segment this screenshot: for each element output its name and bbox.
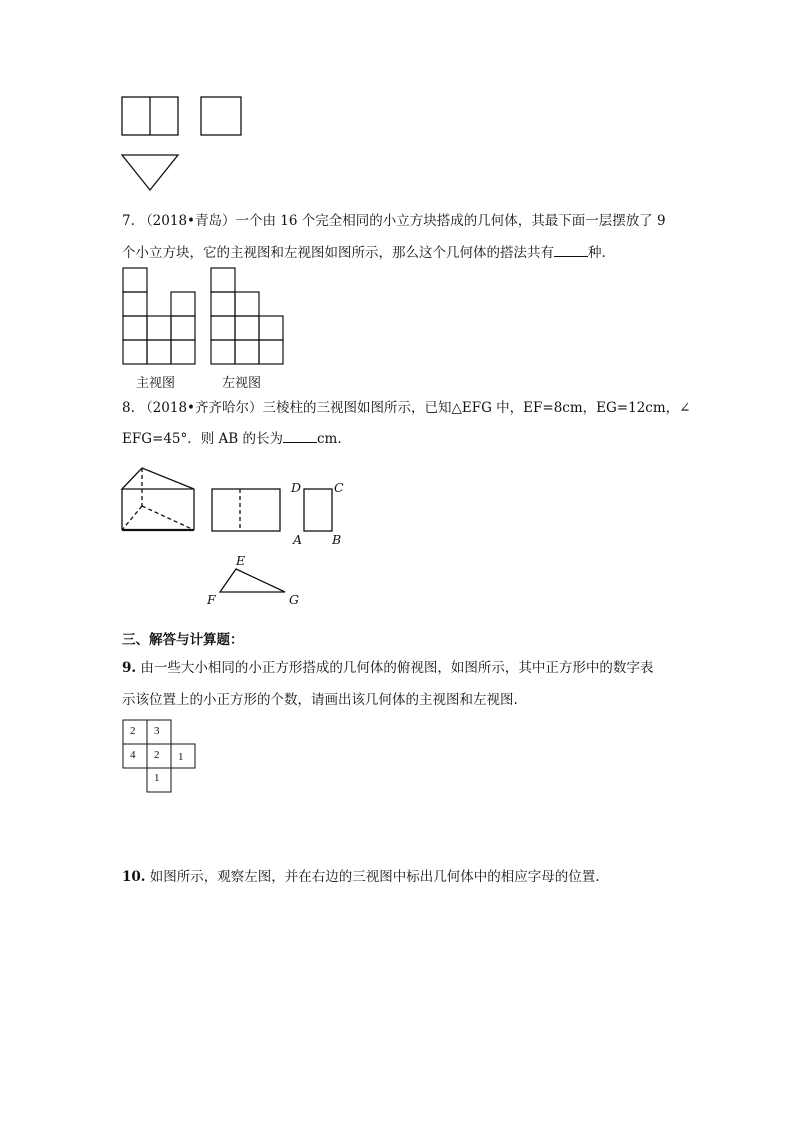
q8-label-c: C bbox=[334, 480, 344, 495]
q7-line-2 bbox=[122, 243, 606, 263]
q8-side-view-rect bbox=[304, 489, 332, 531]
q8-line-2 bbox=[122, 429, 342, 449]
q8-text-3: cm. bbox=[317, 431, 342, 447]
q8-line-1 bbox=[122, 398, 690, 418]
q7-caption-left: 左视图 bbox=[222, 376, 262, 391]
q8-text-1: （2018•齐齐哈尔）三棱柱的三视图如图所示，已知△EFG 中，EF=8cm，EG=12cm，∠ bbox=[139, 400, 691, 416]
q9-number: 9. bbox=[122, 660, 137, 676]
q7-number: 7. bbox=[122, 213, 135, 229]
q6-side-view bbox=[201, 97, 241, 135]
q8-number: 8. bbox=[122, 400, 135, 416]
q10-number: 10. bbox=[122, 869, 146, 885]
q6-top-view-triangle bbox=[122, 155, 178, 190]
q9-cell-r1c2: 3 bbox=[154, 725, 160, 737]
q8-label-d: D bbox=[291, 480, 302, 495]
q10-line-1 bbox=[122, 867, 600, 887]
q7-front-view bbox=[123, 268, 195, 364]
q7-text-1: （2018•青岛）一个由 16 个完全相同的小立方块搭成的几何体，其最下面一层摆放了 9 bbox=[139, 213, 666, 229]
q10-text-1: 如图所示，观察左图，并在右边的三视图中标出几何体中的相应字母的位置. bbox=[149, 869, 600, 885]
q8-label-a: A bbox=[293, 532, 303, 547]
q9-cell-r2c3: 1 bbox=[178, 751, 184, 763]
section-3-title: 三、解答与计算题： bbox=[122, 632, 244, 648]
q9-cell-r1c1: 2 bbox=[130, 725, 136, 737]
q8-label-e: E bbox=[236, 553, 246, 568]
q9-cell-r3c2: 1 bbox=[154, 772, 160, 784]
q7-text-3: 种. bbox=[588, 245, 606, 261]
q7-answer-blank bbox=[554, 243, 588, 257]
q6-front-view bbox=[122, 97, 178, 135]
q7-left-view bbox=[211, 268, 283, 364]
q9-line-2: 示该位置上的小正方形的个数，请画出该几何体的主视图和左视图. bbox=[122, 692, 518, 708]
q7-caption-front: 主视图 bbox=[136, 376, 176, 391]
q9-text-1: 由一些大小相同的小正方形搭成的几何体的俯视图，如图所示，其中正方形中的数字表 bbox=[140, 660, 654, 676]
q9-cell-r2c2: 2 bbox=[154, 749, 160, 761]
q8-prism-drawing bbox=[122, 468, 194, 530]
q8-front-view bbox=[212, 489, 280, 531]
q7-text-2: 个小立方块，它的主视图和左视图如图所示，那么这个几何体的搭法共有 bbox=[122, 245, 554, 261]
q8-label-b: B bbox=[332, 532, 342, 547]
q9-line-1 bbox=[122, 658, 653, 678]
q8-text-2: EFG=45°．则 AB 的长为 bbox=[122, 431, 283, 447]
q8-triangle-efg bbox=[220, 569, 285, 592]
q7-line-1 bbox=[122, 211, 666, 231]
q8-label-g: G bbox=[289, 592, 299, 607]
q8-label-f: F bbox=[207, 592, 216, 607]
q8-answer-blank bbox=[283, 429, 317, 443]
q9-cell-r2c1: 4 bbox=[130, 749, 136, 761]
